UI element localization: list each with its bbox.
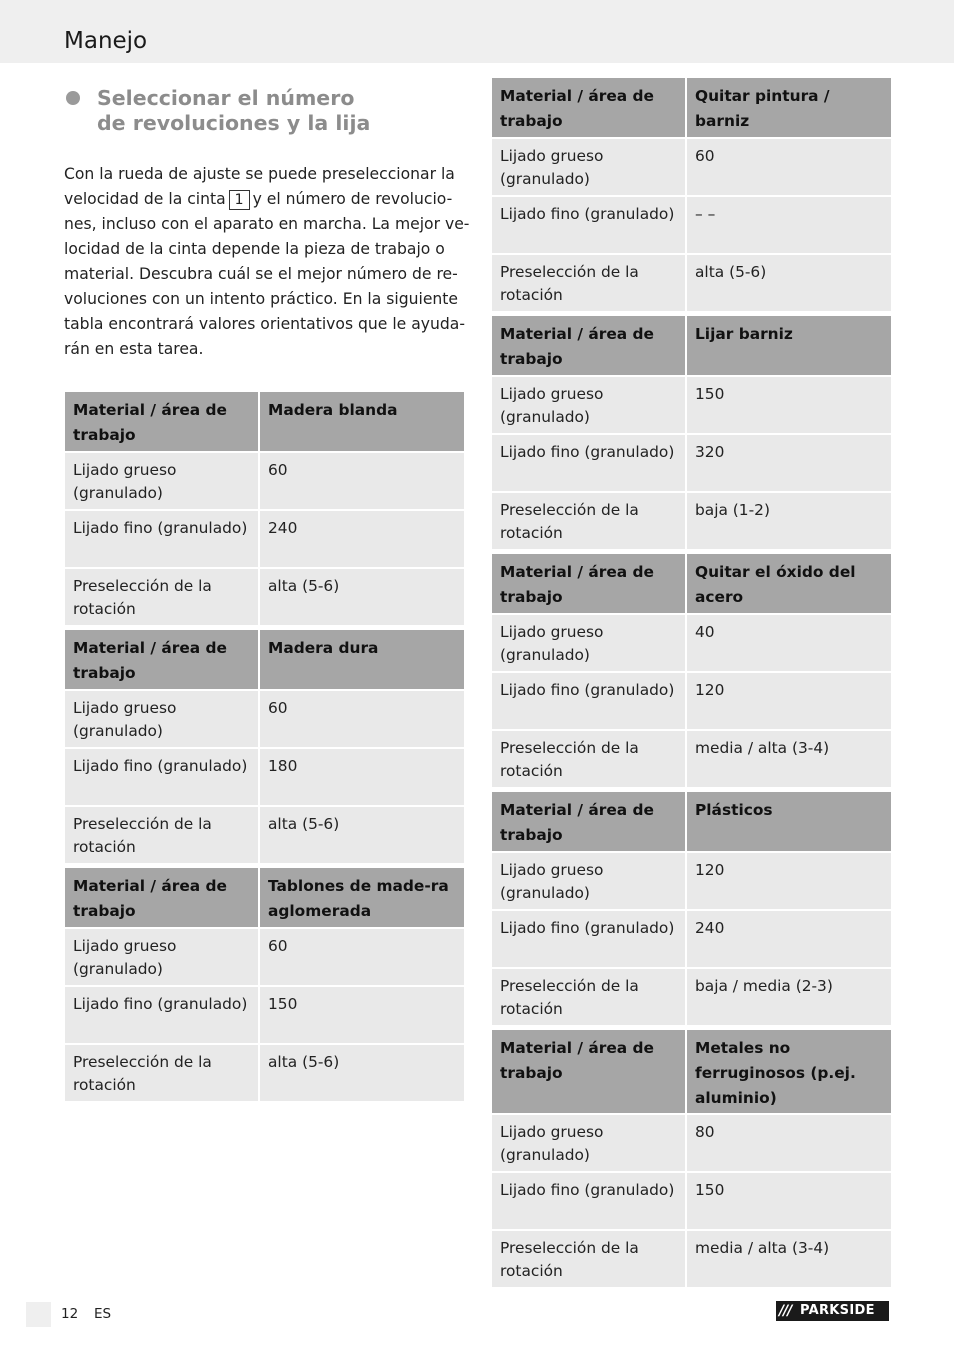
table-header-cell: Lijar barniz: [686, 316, 891, 376]
table-cell-label: Lijado fino (granulado): [492, 672, 686, 730]
table-cell-value: 150: [259, 986, 464, 1044]
table-cell-label: Lijado fino (granulado): [492, 1172, 686, 1230]
table-cell-value: 80: [686, 1114, 891, 1172]
reference-number-box: 1: [229, 190, 250, 210]
table-cell-value: 240: [686, 910, 891, 968]
intro-line: nes, incluso con el aparato en marcha. La mejor ve-: [64, 215, 470, 233]
table-cell-value: baja / media (2-3): [686, 968, 891, 1026]
table-cell-value: 320: [686, 434, 891, 492]
section-heading-text: [97, 86, 457, 136]
spec-table-madera-dura: [65, 630, 464, 865]
table-cell-value: 120: [686, 672, 891, 730]
table-cell-value: 120: [686, 852, 891, 910]
table-cell-label: Lijado grueso (granulado): [65, 928, 259, 986]
table-header-cell: Material / área de trabajo: [492, 316, 686, 376]
spec-table-oxido-acero: [492, 554, 891, 789]
footer-marker: [26, 1302, 51, 1327]
section-heading-line1: Seleccionar el número: [97, 86, 355, 110]
table-cell-label: Lijado grueso (granulado): [492, 614, 686, 672]
intro-line: voluciones con un intento práctico. En la siguiente: [64, 290, 459, 308]
table-cell-label: Lijado fino (granulado): [492, 434, 686, 492]
intro-line: rán en esta tarea.: [64, 340, 204, 358]
table-cell-label: Preselección de la rotación: [65, 806, 259, 864]
table-cell-label: Preselección de la rotación: [492, 254, 686, 312]
table-cell-value: – –: [686, 196, 891, 254]
table-header-cell: Material / área de trabajo: [65, 868, 259, 928]
bullet-icon: [66, 91, 80, 105]
intro-paragraph: [64, 162, 468, 362]
intro-line: [64, 187, 468, 212]
table-cell-label: Preselección de la rotación: [65, 568, 259, 626]
table-cell-value: 240: [259, 510, 464, 568]
intro-line: material. Descubra cuál se el mejor número de re-: [64, 265, 458, 283]
logo-stripes: ///: [779, 1303, 792, 1319]
table-header-cell: Quitar pintura / barniz: [686, 78, 891, 138]
table-header-cell: Tablones de made-ra aglomerada: [259, 868, 464, 928]
table-cell-value: media / alta (3-4): [686, 730, 891, 788]
table-cell-label: Preselección de la rotación: [492, 1230, 686, 1288]
table-header-cell: Madera dura: [259, 630, 464, 690]
intro-line: tabla encontrará valores orientativos que le ayuda-: [64, 315, 465, 333]
table-header-cell: Plásticos: [686, 792, 891, 852]
spec-table-plasticos: [492, 792, 891, 1027]
page-number: 12: [61, 1306, 79, 1322]
table-cell-value: alta (5-6): [259, 1044, 464, 1102]
table-header-cell: Metales no ferruginosos (p.ej. aluminio): [686, 1030, 891, 1114]
table-cell-label: Lijado fino (granulado): [65, 986, 259, 1044]
table-cell-label: Lijado grueso (granulado): [65, 690, 259, 748]
table-cell-label: Lijado grueso (granulado): [65, 452, 259, 510]
table-cell-value: alta (5-6): [259, 806, 464, 864]
section-heading-line2: de revoluciones y la lija: [97, 111, 371, 135]
table-header-cell: Material / área de trabajo: [492, 1030, 686, 1114]
intro-line: locidad de la cinta depende la pieza de trabajo o: [64, 240, 445, 258]
table-cell-label: Lijado fino (granulado): [492, 196, 686, 254]
table-header-cell: Material / área de trabajo: [65, 392, 259, 452]
table-cell-value: 60: [259, 928, 464, 986]
table-cell-value: 60: [259, 690, 464, 748]
table-cell-label: Lijado fino (granulado): [492, 910, 686, 968]
intro-line-part: velocidad de la cinta: [64, 190, 226, 208]
table-cell-label: Preselección de la rotación: [65, 1044, 259, 1102]
intro-line-part: y el número de revolucio-: [252, 190, 453, 208]
intro-line: Con la rueda de ajuste se puede preseleccionar la: [64, 165, 455, 183]
table-cell-value: baja (1-2): [686, 492, 891, 550]
table-cell-label: Preselección de la rotación: [492, 492, 686, 550]
table-cell-label: Lijado grueso (granulado): [492, 852, 686, 910]
page-title: Manejo: [64, 28, 148, 54]
table-cell-label: Preselección de la rotación: [492, 968, 686, 1026]
table-cell-value: 60: [259, 452, 464, 510]
spec-table-lijar-barniz: [492, 316, 891, 551]
table-cell-value: media / alta (3-4): [686, 1230, 891, 1288]
table-header-cell: Quitar el óxido del acero: [686, 554, 891, 614]
table-cell-value: 180: [259, 748, 464, 806]
parkside-logo: [776, 1301, 889, 1321]
table-cell-value: alta (5-6): [686, 254, 891, 312]
table-header-cell: Material / área de trabajo: [65, 630, 259, 690]
table-cell-label: Lijado fino (granulado): [65, 510, 259, 568]
table-cell-label: Lijado fino (granulado): [65, 748, 259, 806]
spec-table-tablones: [65, 868, 464, 1103]
table-cell-label: Lijado grueso (granulado): [492, 376, 686, 434]
table-cell-value: alta (5-6): [259, 568, 464, 626]
table-header-cell: Material / área de trabajo: [492, 78, 686, 138]
table-header-cell: Material / área de trabajo: [492, 792, 686, 852]
table-header-cell: Material / área de trabajo: [492, 554, 686, 614]
logo-text: PARKSIDE: [800, 1303, 875, 1318]
table-cell-value: 40: [686, 614, 891, 672]
table-cell-label: Lijado grueso (granulado): [492, 138, 686, 196]
table-cell-value: 60: [686, 138, 891, 196]
table-cell-label: Preselección de la rotación: [492, 730, 686, 788]
table-header-cell: Madera blanda: [259, 392, 464, 452]
table-cell-value: 150: [686, 376, 891, 434]
table-cell-value: 150: [686, 1172, 891, 1230]
spec-table-quitar-pintura: [492, 78, 891, 313]
spec-table-madera-blanda: [65, 392, 464, 627]
spec-table-metales: [492, 1030, 891, 1289]
table-cell-label: Lijado grueso (granulado): [492, 1114, 686, 1172]
language-code: ES: [94, 1306, 112, 1322]
